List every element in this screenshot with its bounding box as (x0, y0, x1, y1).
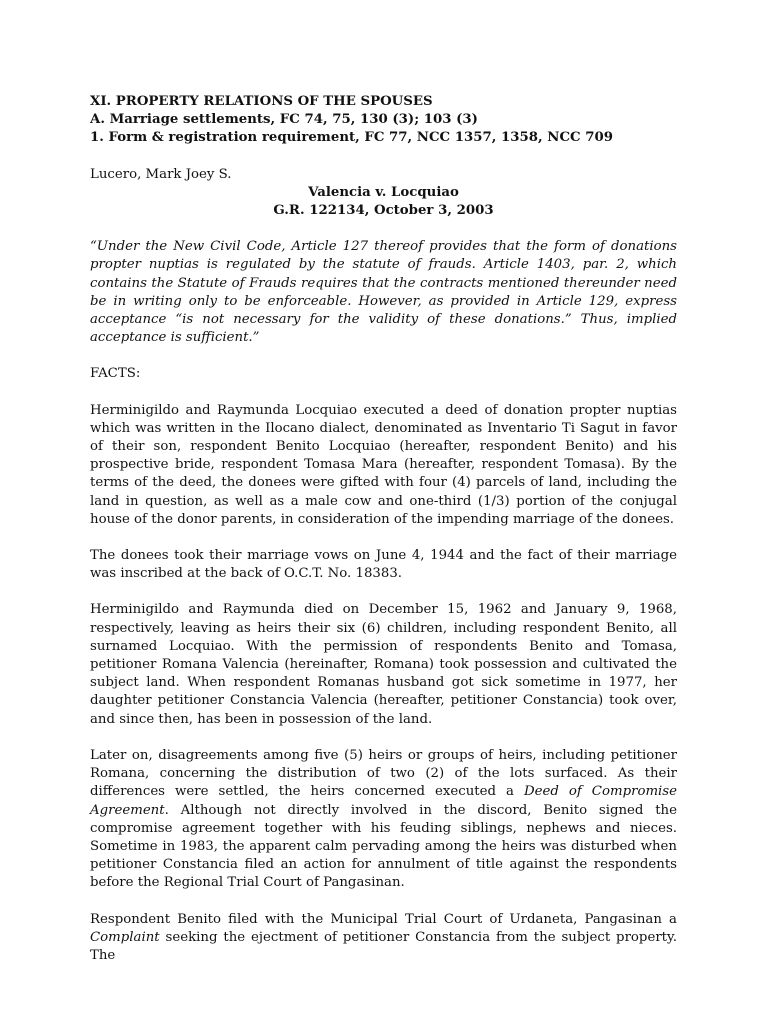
facts-paragraph-3: Herminigildo and Raymunda died on December 15, 1962 and January 9, 1968, respectively, leaving as heirs their six (6) children, including respondent Benito, all surnamed Locquiao. With the permission of respondents Benito and Tomasa, petitioner Romana Valencia (hereinafter, Romana) took possession and cultivated the subject land. When respondent Romanas husband got sick sometime in 1977, her daughter petitioner Constancia Valencia (hereafter, petitioner Constancia) took over, and since then, has been in possession of the land. (90, 602, 677, 727)
doctrine-quote: “Under the New Civil Code, Article 127 thereof provides that the form of donations propter nuptias is regulated by the statute of frauds. Article 1403, par. 2, which contains the Statute of Frauds requires that the contracts mentioned thereunder need be in writing only to be enforceable. However, as provided in Article 129, express acceptance “is not necessary for the validity of these donations.” Thus, implied acceptance is sufficient.” (90, 239, 677, 346)
facts-paragraph-2: The donees took their marriage vows on June 4, 1944 and the fact of their marriage was inscribed at the back of O.C.T. No. 18383. (90, 548, 677, 582)
facts-paragraph-4 (90, 747, 677, 893)
paragraph-text: seeking the ejectment of petitioner Constancia from the subject property. The (90, 929, 677, 963)
document-page (90, 93, 677, 965)
case-citation: G.R. 122134, October 3, 2003 (273, 203, 494, 219)
case-title: Valencia v. Locquiao (308, 184, 459, 200)
topic-heading: 1. Form & registration requirement, FC 77, NCC 1357, 1358, NCC 709 (90, 130, 613, 146)
complaint-term: Complaint (90, 929, 160, 945)
author-name: Lucero, Mark Joey S. (90, 166, 232, 182)
facts-label: FACTS: (90, 366, 141, 382)
paragraph-text: Respondent Benito filed with the Municipal Trial Court of Urdaneta, Pangasinan a (90, 911, 677, 927)
facts-paragraph-5 (90, 911, 677, 966)
section-heading: XI. PROPERTY RELATIONS OF THE SPOUSES (90, 94, 433, 109)
subsection-heading: A. Marriage settlements, FC 74, 75, 130 (3); 103 (3) (90, 112, 478, 128)
paragraph-text: Later on, disagreements among five (5) heirs or groups of heirs, including petitioner Romana, concerning the distribution of two (2) of the lots surfaced. As their differences were settled, the heirs concerned executed a (90, 747, 677, 800)
paragraph-text: . Although not directly involved in the discord, Benito signed the compromise agreement together with his feuding siblings, nephews and nieces. Sometime in 1983, the apparent calm pervading among the heirs was disturbed when petitioner Constancia filed an action for annulment of title against the respondents before the Regional Trial Court of Pangasinan. (90, 802, 677, 891)
deed-title: Deed of Compromise Agreement (90, 784, 677, 818)
facts-paragraph-1: Herminigildo and Raymunda Locquiao executed a deed of donation propter nuptias which was written in the Ilocano dialect, denominated as Inventario Ti Sagut in favor of their son, respondent Benito Locquiao (hereafter, respondent Benito) and his prospective bride, respondent Tomasa Mara (hereafter, respondent Tomasa). By the terms of the deed, the donees were gifted with four (4) parcels of land, including the land in question, as well as a male cow and one-third (1/3) portion of the conjugal house of the donor parents, in consideration of the impending marriage of the donees. (90, 402, 677, 527)
